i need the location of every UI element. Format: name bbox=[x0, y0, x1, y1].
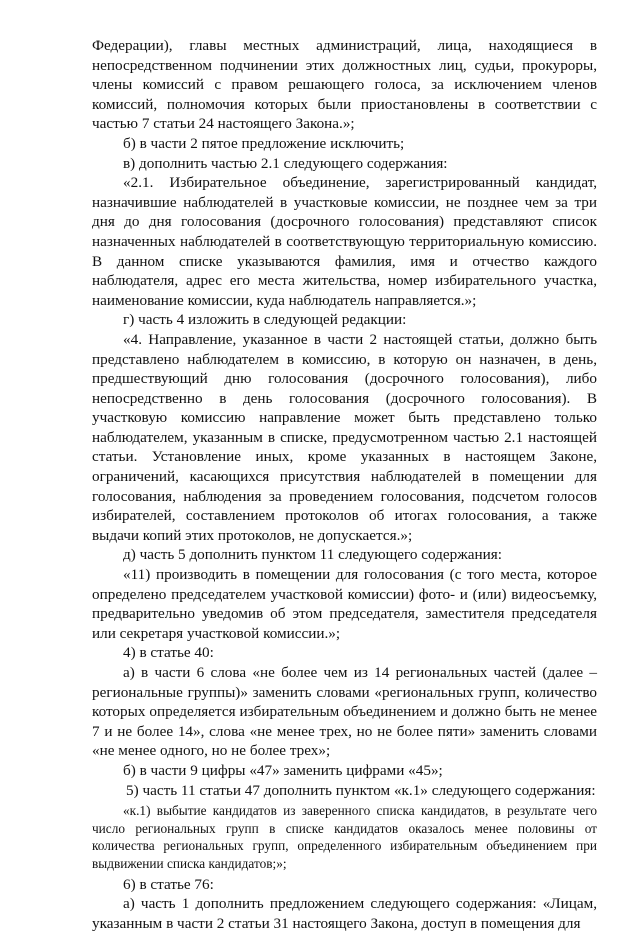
paragraph-quote-11: «11) производить в помещении для голосования (с того места, которое определено председателем участковой комиссии) фото- и (или) видеосъемку, предварительно уведомив об этом председателя, заместителя председателя или секретаря участковой комиссии.»; bbox=[92, 566, 597, 642]
paragraph-quote-4: «4. Направление, указанное в части 2 настоящей статьи, должно быть представлено наблюдателем в комиссию, в которую он назначен, в день, предшествующий дню голосования (досрочного голосования), либо непосредственно в день голосования (досрочного голосования). В участковую комиссию направление может быть представлено только наблюдателем, указанным в списке, предусмотренном частью 2.1 настоящей статьи. Установление иных, кроме указанных в настоящем Законе, ограничений, касающихся присутствия наблюдателей в помещении для голосования, наблюдения за проведением голосования, подсчетом голосов избирателей, составлением протоколов об итогах голосования, а также выдачи копий этих протоколов, не допускается.»; bbox=[92, 330, 597, 544]
paragraph-continuation: Федерации), главы местных администраций, лица, находящиеся в непосредственном подчинении этих должностных лиц, судьи, прокуроры, члены комиссий с правом решающего голоса, за исключением членов комиссий, полномочия которых были приостановлены в соответствии с частью 7 статьи 24 настоящего Закона.»; bbox=[92, 37, 597, 133]
paragraph-item-d-part5: д) часть 5 дополнить пунктом 11 следующего содержания: bbox=[123, 546, 502, 564]
document-page bbox=[92, 36, 597, 933]
paragraph-quote-2-1: «2.1. Избирательное объединение, зарегистрированный кандидат, назначившие наблюдателей в участковые комиссии, не позднее чем за три дня до дня голосования (досрочного голосования) представляют список назначенных наблюдателей в соответствующую территориальную комиссию. В данном списке указываются фамилия, имя и отчество каждого наблюдателя, адрес его места жительства, номер избирательного участка, наименование комиссии, куда наблюдатель направляется.»; bbox=[92, 174, 597, 309]
paragraph-article-40-item-b: б) в части 9 цифры «47» заменить цифрами «45»; bbox=[123, 761, 443, 779]
paragraph-article-40: 4) в статье 40: bbox=[123, 644, 214, 662]
paragraph-article-47: 5) часть 11 статьи 47 дополнить пунктом «к.1» следующего содержания: bbox=[126, 781, 596, 799]
paragraph-quote-k1: «к.1) выбытие кандидатов из заверенного списка кандидатов, в результате чего число региональных групп в списке кандидатов оказалось менее половины от количества региональных групп, определенного избирательным объединением при выдвижении списка кандидатов;»; bbox=[92, 803, 597, 871]
paragraph-article-76-item-a: а) часть 1 дополнить предложением следующего содержания: «Лицам, указанным в части 2 статьи 31 настоящего Закона, доступ в помещения для bbox=[92, 895, 597, 932]
paragraph-article-40-item-a: а) в части 6 слова «не более чем из 14 региональных частей (далее – региональные группы)» заменить словами «региональных групп, количество которых определяется избирательным объединением и должно быть не менее 7 и не более 14», слова «не менее трех, но не более пяти» заменить словами «не менее одного, но не более трех»; bbox=[92, 664, 597, 760]
paragraph-article-76: 6) в статье 76: bbox=[123, 875, 214, 893]
paragraph-item-g-part4: г) часть 4 изложить в следующей редакции: bbox=[123, 311, 407, 329]
paragraph-item-b-part2: б) в части 2 пятое предложение исключить; bbox=[123, 134, 405, 152]
paragraph-item-v-part2-1: в) дополнить частью 2.1 следующего содержания: bbox=[123, 154, 448, 172]
